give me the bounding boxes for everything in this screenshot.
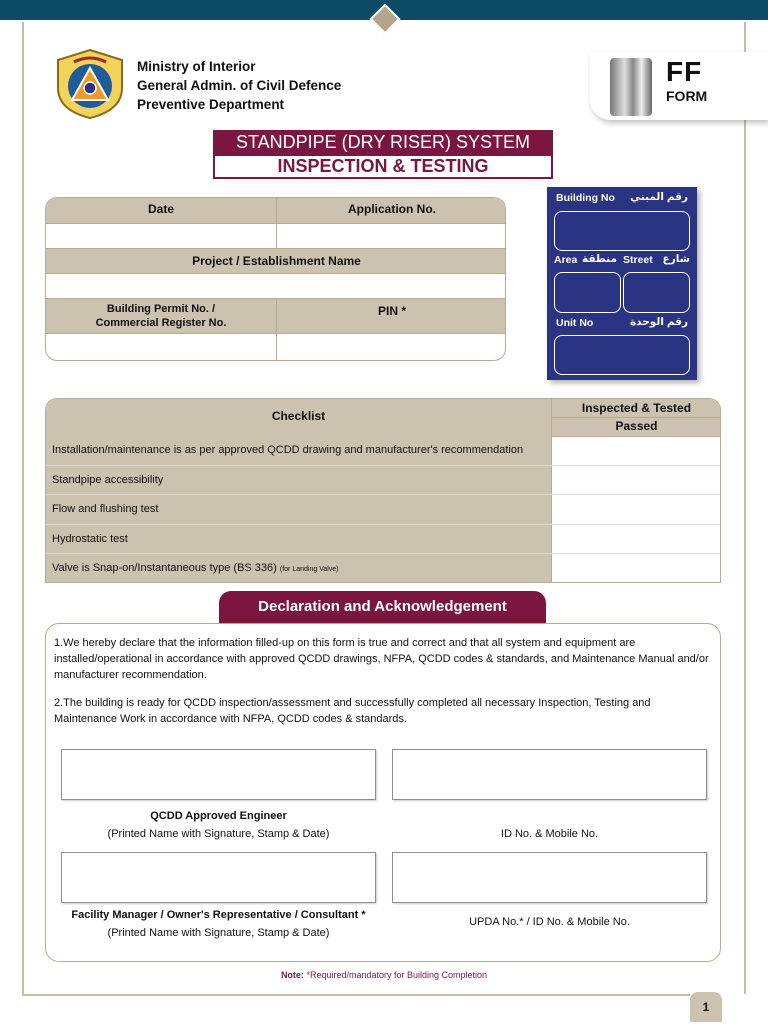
checklist-row-accessibility bbox=[46, 466, 551, 495]
divider bbox=[46, 524, 721, 525]
engineer-signature-box[interactable] bbox=[61, 749, 376, 800]
engineer-id-label: ID No. & Mobile No. bbox=[500, 828, 599, 840]
divider bbox=[46, 248, 506, 249]
building-no-label-en: Building No bbox=[556, 192, 615, 204]
engineer-sublabel: (Printed Name with Signature, Stamp & Date) bbox=[107, 828, 330, 840]
building-no-field[interactable] bbox=[554, 211, 690, 251]
declaration-panel bbox=[45, 623, 721, 962]
divider bbox=[551, 417, 721, 418]
area-label-en: Area bbox=[554, 254, 578, 266]
manager-sublabel: (Printed Name with Signature, Stamp & Date) bbox=[107, 927, 330, 939]
ministry-line-2: General Admin. of Civil Defence bbox=[137, 78, 342, 93]
frame-left bbox=[22, 22, 24, 994]
divider bbox=[46, 298, 506, 299]
checklist-table bbox=[45, 398, 721, 583]
divider bbox=[46, 273, 506, 274]
date-label: Date bbox=[147, 202, 174, 216]
checklist-row-hydrostatic bbox=[46, 525, 551, 554]
checklist-passed-cell[interactable] bbox=[551, 466, 721, 494]
frame-bottom bbox=[22, 994, 690, 996]
application-no-field[interactable] bbox=[277, 224, 506, 248]
checklist-item-text: Valve is Snap-on/Instantaneous type (BS 336) bbox=[52, 562, 277, 574]
declaration-paragraph-2: 2.The building is ready for QCDD inspection/assessment and successfully completed all necessary Inspection, Testing and Maintenance Work in accordance with NFPA, QCDD codes & standards. bbox=[54, 697, 651, 725]
manager-label: Facility Manager / Owner's Representative / Consultant * bbox=[71, 909, 366, 921]
application-info-table bbox=[45, 197, 506, 361]
area-field[interactable] bbox=[554, 272, 621, 313]
building-no-label-ar: رقم المبني bbox=[630, 191, 688, 203]
divider bbox=[46, 553, 721, 554]
footer-note bbox=[0, 970, 768, 980]
checklist-item-text: Flow and flushing test bbox=[52, 503, 159, 515]
building-permit-field[interactable] bbox=[46, 334, 276, 361]
divider bbox=[46, 494, 721, 495]
declaration-title: Declaration and Acknowledgement bbox=[219, 591, 546, 623]
manager-label-block bbox=[46, 906, 391, 942]
declaration-paragraph-1: 1.We hereby declare that the information filled-up on this form is true and correct and that all system and equipment are installed/operational in accordance with approved QCDD drawings, NFPA, QCDD codes & standards, and Maintenance Manual and/or manufacturer recommendation. bbox=[54, 637, 709, 681]
passed-header: Passed bbox=[615, 419, 658, 433]
standpipe-photo-icon bbox=[610, 58, 652, 116]
street-label-ar: شارع bbox=[662, 253, 690, 265]
checklist-passed-cell[interactable] bbox=[551, 554, 721, 583]
manager-id-label: UPDA No.* / ID No. & Mobile No. bbox=[469, 916, 630, 928]
inspected-tested-header: Inspected & Tested bbox=[581, 401, 692, 415]
checklist-row-flow-test bbox=[46, 495, 551, 524]
project-name-label: Project / Establishment Name bbox=[192, 254, 361, 268]
engineer-label-block bbox=[61, 807, 376, 843]
ministry-heading bbox=[137, 57, 341, 114]
manager-signature-box[interactable] bbox=[61, 852, 376, 903]
form-title-line1: STANDPIPE (DRY RISER) SYSTEM bbox=[213, 130, 553, 154]
note-label: Note: bbox=[280, 970, 304, 980]
checklist-item-text: Standpipe accessibility bbox=[52, 474, 164, 486]
street-label-en: Street bbox=[623, 254, 653, 266]
form-code-card bbox=[590, 52, 768, 120]
checklist-row-valve-type bbox=[46, 554, 551, 583]
unit-no-label-ar: رقم الوحدة bbox=[629, 316, 688, 328]
form-code: FF bbox=[666, 56, 703, 87]
building-permit-label bbox=[46, 302, 276, 330]
building-permit-label-line2: Commercial Register No. bbox=[95, 317, 227, 329]
street-field[interactable] bbox=[623, 272, 690, 313]
application-no-label: Application No. bbox=[348, 202, 436, 216]
civil-defence-logo bbox=[50, 48, 130, 120]
checklist-passed-cell[interactable] bbox=[551, 436, 721, 465]
divider bbox=[551, 399, 552, 583]
pin-field[interactable] bbox=[277, 334, 506, 361]
checklist-row-installation bbox=[46, 436, 551, 465]
checklist-header: Checklist bbox=[271, 409, 326, 423]
divider bbox=[46, 333, 506, 334]
form-title-line2: INSPECTION & TESTING bbox=[213, 154, 553, 179]
divider bbox=[46, 465, 721, 466]
date-field[interactable] bbox=[46, 224, 276, 248]
checklist-passed-cell[interactable] bbox=[551, 495, 721, 524]
page-number: 1 bbox=[690, 992, 722, 1022]
note-text: *Required/mandatory for Building Completion bbox=[306, 970, 488, 980]
unit-no-label-en: Unit No bbox=[556, 317, 594, 329]
ministry-line-1: Ministry of Interior bbox=[137, 59, 256, 74]
manager-id-box[interactable] bbox=[392, 852, 707, 903]
frame-right bbox=[744, 22, 746, 994]
divider bbox=[276, 299, 277, 361]
project-name-field[interactable] bbox=[46, 274, 506, 298]
ministry-line-3: Preventive Department bbox=[137, 97, 285, 112]
address-plate bbox=[547, 187, 697, 380]
unit-no-field[interactable] bbox=[554, 335, 690, 375]
engineer-label: QCDD Approved Engineer bbox=[150, 810, 287, 822]
area-label-ar: منطقة bbox=[582, 253, 617, 265]
checklist-item-text: Hydrostatic test bbox=[52, 533, 128, 545]
checklist-item-text: Installation/maintenance is as per approved QCDD drawing and manufacturer's recommendation bbox=[52, 444, 524, 456]
divider bbox=[46, 223, 506, 224]
form-label: FORM bbox=[666, 88, 708, 104]
building-permit-label-line1: Building Permit No. / bbox=[106, 303, 216, 315]
checklist-passed-cell[interactable] bbox=[551, 525, 721, 553]
engineer-id-box[interactable] bbox=[392, 749, 707, 800]
pin-label: PIN * bbox=[377, 304, 406, 318]
checklist-item-note: (for Landing Valve) bbox=[279, 566, 339, 573]
